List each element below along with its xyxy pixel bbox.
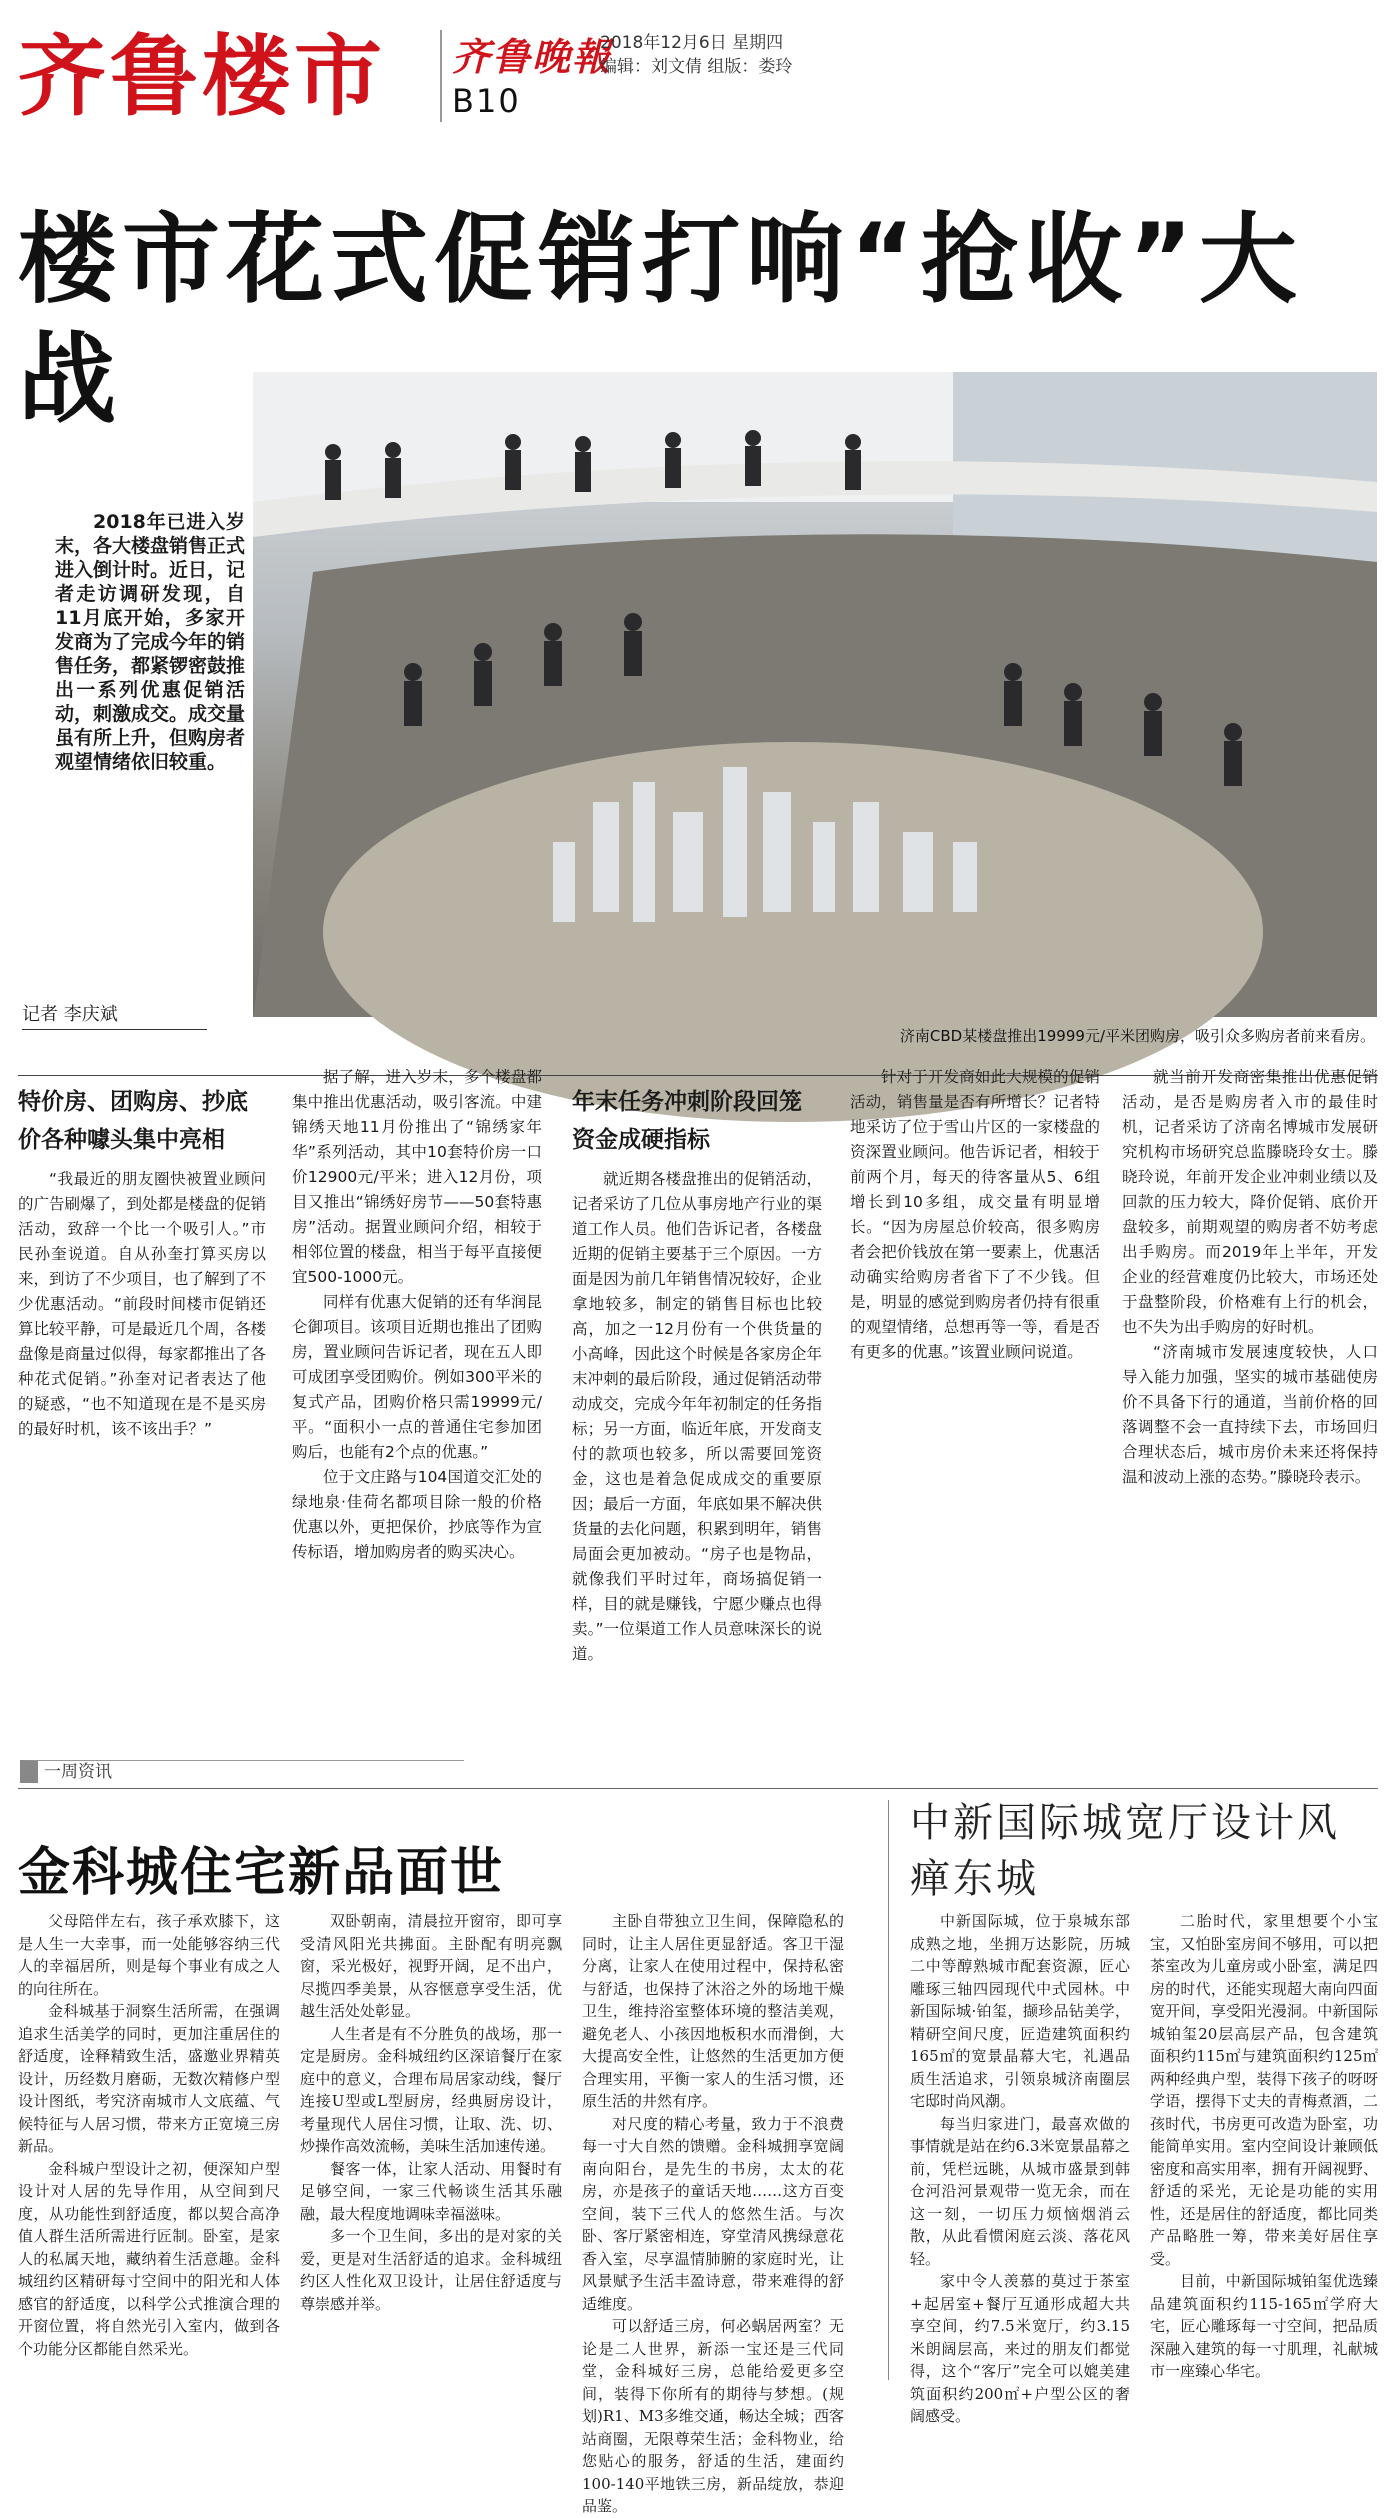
issue-date: 2018年12月6日 星期四 xyxy=(600,33,784,53)
s1-paragraph: “我最近的朋友圈快被置业顾问的广告刷爆了，到处都是楼盘的促销活动，致辞一个比一个吸引人。”市民孙奎说道。自从孙奎打算买房以来，到访了不少项目，也了解到了不少优惠活动。“前段时间楼市促销还算比较平静，可是最近几个周，各楼盘像是商量过似得，每家都推出了各种花式促销。”孙奎对记者表达了他的疑惑，“也不知道现在是不是买房的最好时机，该不该出手？” xyxy=(18,1170,267,1438)
jinke-paragraph: 双卧朝南，清晨拉开窗帘，即可享受清风阳光共拂面。主卧配有明亮飘窗，采光极好，视野开阔，足不出户，尽揽四季美景，从容惬意享受生活，优越生活处处彰显。 xyxy=(300,1912,562,2020)
photo-caption: 济南CBD某楼盘推出19999元/平米团购房，吸引众多购房者前来看房。 xyxy=(899,1027,1375,1045)
s1-paragraph: 位于文庄路与104国道交汇处的绿地泉·佳荷名都项目除一般的价格优惠以外，更把保价，抄底等作为宣传标语，增加购房者的购买决心。 xyxy=(292,1468,542,1561)
subhead-2: 年末任务冲刺阶段回笼资金成硬指标 xyxy=(572,1089,802,1153)
s2-paragraph: 针对于开发商如此大规模的促销活动，销售量是否有所增长？记者特地采访了位于雪山片区的一家楼盘的资深置业顾问。他告诉记者，相较于前两个月，每天的待客量从5、6组增长到10多组，成交量有明显增长。“因为房屋总价较高，很多购房者会把价钱放在第一要素上，优惠活动确实给购房者省下了不少钱。但是，明显的感觉到购房者仍持有很重的观望情绪，总想再等一等，看是否有更多的优惠。”该置业顾问说道。 xyxy=(850,1068,1100,1361)
jinke-title: 金科城住宅新品面世 xyxy=(18,1843,505,1903)
s2-paragraph: 就当前开发商密集推出优惠促销活动，是否是购房者入市的最佳时机，记者采访了济南名博城市发展研究机构市场研究总监滕晓玲女士。滕晓玲说，年前开发企业冲刺业绩以及回款的压力较大，降价促销、底价开盘较多，前期观望的购房者不妨考虑出手购房。而2019年上半年，开发企业的经营难度仍比较大，市场还处于盘整阶段，价格难有上行的机会，也不失为出手购房的好时机。 xyxy=(1122,1068,1378,1336)
article-col-1 xyxy=(18,1083,266,1763)
photo-illustration xyxy=(253,372,1377,1017)
jinke-paragraph: 主卧自带独立卫生间，保障隐私的同时，让主人居住更显舒适。客卫干湿分离，让家人在使用过程中，保持私密与舒适，也保持了沐浴之外的场地干燥卫生，维持浴室整体环境的整洁美观，避免老人、小孩因地板积水而滑倒，大大提高安全性，让悠然的生活更加方便合理实用，平衡一家人的生活习惯，还原生活的井然有序。 xyxy=(582,1912,844,2110)
s2-paragraph: “济南城市发展速度较快，人口导入能力加强，坚实的城市基础使房价不具备下行的通道，当前价格的回落调整不会一直持续下去，市场回归合理状态后，城市房价未来还将保持温和波动上涨的态势。”滕晓玲表示。 xyxy=(1122,1343,1378,1486)
jinke-paragraph: 多一个卫生间，多出的是对家的关爱，更是对生活舒适的追求。金科城纽约区人性化双卫设计，让居住舒适度与尊崇感并举。 xyxy=(300,2227,562,2313)
article-col-4 xyxy=(850,1065,1100,1745)
jinke-paragraph: 对尺度的精心考量，致力于不浪费每一寸大自然的馈赠。金科城拥享宽阔南向阳台，是先生的书房，太太的花房，亦是孩子的童话天地……这方百变空间，装下三代人的悠然生活。与次卧、客厅紧密相连，穿堂清风携绿意花香入室，尽享温情肺腑的家庭时光，让风景赋予生活丰盈诗意，带来难得的舒适维度。 xyxy=(582,2114,844,2313)
header-divider xyxy=(440,30,442,122)
zhongxin-paragraph: 家中令人羡慕的莫过于茶室+起居室+餐厅互通形成超大共享空间，约7.5米宽厅，约3.15米朗阔层高，来过的朋友们都觉得，这个“客厅”完全可以媲美建筑面积约200㎡+户型公区的奢阔感受。 xyxy=(910,2272,1130,2425)
intro-text: 2018年已进入岁末，各大楼盘销售正式进入倒计时。近日，记者走访调研发现，自11月底开始，多家开发商为了完成今年的销售任务，都紧锣密鼓推出一系列优惠促销活动，刺激成交。成交量虽有所上升，但购房者观望情绪依旧较重。 xyxy=(55,511,246,773)
s1-paragraph: 据了解，进入岁末，多个楼盘都集中推出优惠活动，吸引客流。中建锦绣天地11月份推出了“锦绣家年华”系列活动，其中10套特价房一口价12900元/平米；进入12月份，项目又推出“锦绣好房节——50套特惠房”活动。据置业顾问介绍，相较于相邻位置的楼盘，相当于每平直接便宜500-1000元。 xyxy=(292,1068,542,1286)
paper-logo: 齐鲁晚報 xyxy=(452,34,613,79)
page-number: B10 xyxy=(452,82,521,120)
s1-paragraph: 同样有优惠大促销的还有华润昆仑御项目。该项目近期也推出了团购房，置业顾问告诉记者，现在五人即可成团享受团购价。例如300平米的复式产品，团购价格只需19999元/平。“面积小一点的普通住宅参加团购后，也能有2个点的优惠。” xyxy=(292,1293,542,1461)
subhead-1: 特价房、团购房、抄底价各种噱头集中亮相 xyxy=(18,1089,248,1153)
article-col-2 xyxy=(292,1065,542,1745)
article-col-3 xyxy=(572,1083,822,1763)
jinke-paragraph: 金科城基于洞察生活所需，在强调追求生活美学的同时，更加注重居住的舒适度，诠释精致生活，盛邀业界精英设计，历经数月磨砺，无数次精修户型设计图纸，考究济南城市人文底蕴、气候特征与人居习惯，带来方正宽境三房新品。 xyxy=(18,2002,280,2155)
article-col-5 xyxy=(1122,1065,1378,1745)
jinke-paragraph: 餐客一体，让家人活动、用餐时有足够空间，一家三代畅谈生活其乐融融，最大程度地调味幸福滋味。 xyxy=(300,2159,562,2223)
editors: 编辑：刘文倩 组版：娄玲 xyxy=(600,57,793,77)
masthead: 齐鲁楼市 xyxy=(18,25,387,128)
jinke-paragraph: 金科城户型设计之初，便深知户型设计对人居的先导作用，从空间到尺度，从功能性到舒适度，都以契合高净值人群生活所需进行匠制。卧室，是家人的私属天地，藏纳着生活意趣。金科城纽约区精研每寸空间中的阳光和人体感官的舒适度，以科学公式推演合理的开窗位置，将自然光引入室内，做到各个功能分区都能自然采光。 xyxy=(18,2159,280,2358)
weekly-news-tag: 一周资讯 xyxy=(20,1760,464,1783)
zhongxin-paragraph: 二胎时代，家里想要个小宝宝，又怕卧室房间不够用，可以把茶室改为儿童房或小卧室，满足四房的时代，还能实现超大南向四面宽开间，享受阳光漫洞。中新国际城铂玺20层高层产品，包含建筑面积约115㎡与建筑面积约125㎡两种经典户型，装得下孩子的呀呀学语，摆得下丈夫的青梅煮酒，二孩时代，书房更可改造为卧室，功能简单实用。室内空间设计兼顾低密度和高实用率，拥有开阔视野、舒适的采光，无论是功能的实用性，还是居住的舒适度，都比同类产品略胜一筹，带来美好居住享受。 xyxy=(1150,1912,1378,2268)
zhongxin-col-1 xyxy=(910,1910,1130,2425)
jinke-paragraph: 父母陪伴左右，孩子承欢膝下，这是人生一大幸事，而一处能够容纳三代人的幸福居所，则是每个事业有成之人的向往所在。 xyxy=(18,1912,280,1998)
zhongxin-paragraph: 中新国际城，位于泉城东部成熟之地，坐拥万达影院，历城二中等醇熟城市配套资源，匠心雕琢三轴四园现代中式园林。中新国际城·铂玺，撷珍品钻美学，精研空间尺度，匠造建筑面积约165㎡的宽景晶幕大宅，礼遇品质生活追求，引领泉城济南圈层宅邸时尚风潮。 xyxy=(910,1912,1130,2110)
jinke-col-1 xyxy=(18,1910,280,2380)
zhongxin-title: 中新国际城宽厅设计风瘅东城 xyxy=(910,1800,1340,1902)
zhongxin-paragraph: 每当归家进门，最喜欢做的事情就是站在约6.3米宽景晶幕之前，凭栏远眺，从城市盛景到韩仓河沿河景观带一览无余，而在这一刻，一切压力烦恼烟消云散，从此看惯闲庭云淡、落花风轻。 xyxy=(910,2114,1130,2268)
headline: 楼市花式促销打响“抢收”大战 xyxy=(18,203,1303,437)
jinke-col-3 xyxy=(582,1910,844,2515)
column-divider xyxy=(888,1800,889,2380)
jinke-col-2 xyxy=(300,1910,562,2380)
jinke-paragraph: 可以舒适三房，何必蜗居两室？无论是二人世界，新添一宝还是三代同堂，金科城好三房，总能给爱更多空间，装得下你所有的期待与梦想。(规划)R1、M3多维交通，畅达全城；西客站商圈，无限尊荣生活；金科物业，给您贴心的服务，舒适的生活，建面约100-140平地铁三房，新品绽放，恭迎品鉴。 xyxy=(582,2317,844,2515)
s2-paragraph: 就近期各楼盘推出的促销活动，记者采访了几位从事房地产行业的渠道工作人员。他们告诉记者，各楼盘近期的促销主要基于三个原因。一方面是因为前几年销售情况较好，企业拿地较多，制定的销售目标也比较高，加之一12月份有一个供货量的小高峰，因此这个时候是各家房企年末冲刺的最后阶段，通过促销活动带动成交，完成今年年初制定的任务指标；另一方面，临近年底，开发商支付的款项也较多，所以需要回笼资金，这也是着急促成成交的重要原因；最后一方面，年底如果不解决供货量的去化问题，积累到明年，销售局面会更加被动。“房子也是物品，就像我们平时过年，商场搞促销一样，目的就是赚钱，宁愿少赚点也得卖。”一位渠道工作人员意味深长的说道。 xyxy=(572,1170,822,1663)
zhongxin-paragraph: 目前，中新国际城铂玺优选臻品建筑面积约115-165㎡学府大宅，匠心雕琢每一寸空间，把品质深融入建筑的每一寸肌理，礼献城市一座臻心华宅。 xyxy=(1150,2272,1378,2380)
news-photo xyxy=(253,372,1377,1017)
zhongxin-col-2 xyxy=(1150,1910,1378,2380)
jinke-paragraph: 人生者是有不分胜负的战场，那一定是厨房。金科城纽约区深谙餐厅在家庭中的意义，合理布局居家动线，餐厅连接U型或L型厨房，经典厨房设计，考量现代人居住习惯，让取、洗、切、炒操作高效流畅，美味生活加速传递。 xyxy=(300,2024,562,2155)
weekly-rule xyxy=(18,1788,1378,1789)
reporter-byline: 记者 李庆斌 xyxy=(22,1000,207,1030)
